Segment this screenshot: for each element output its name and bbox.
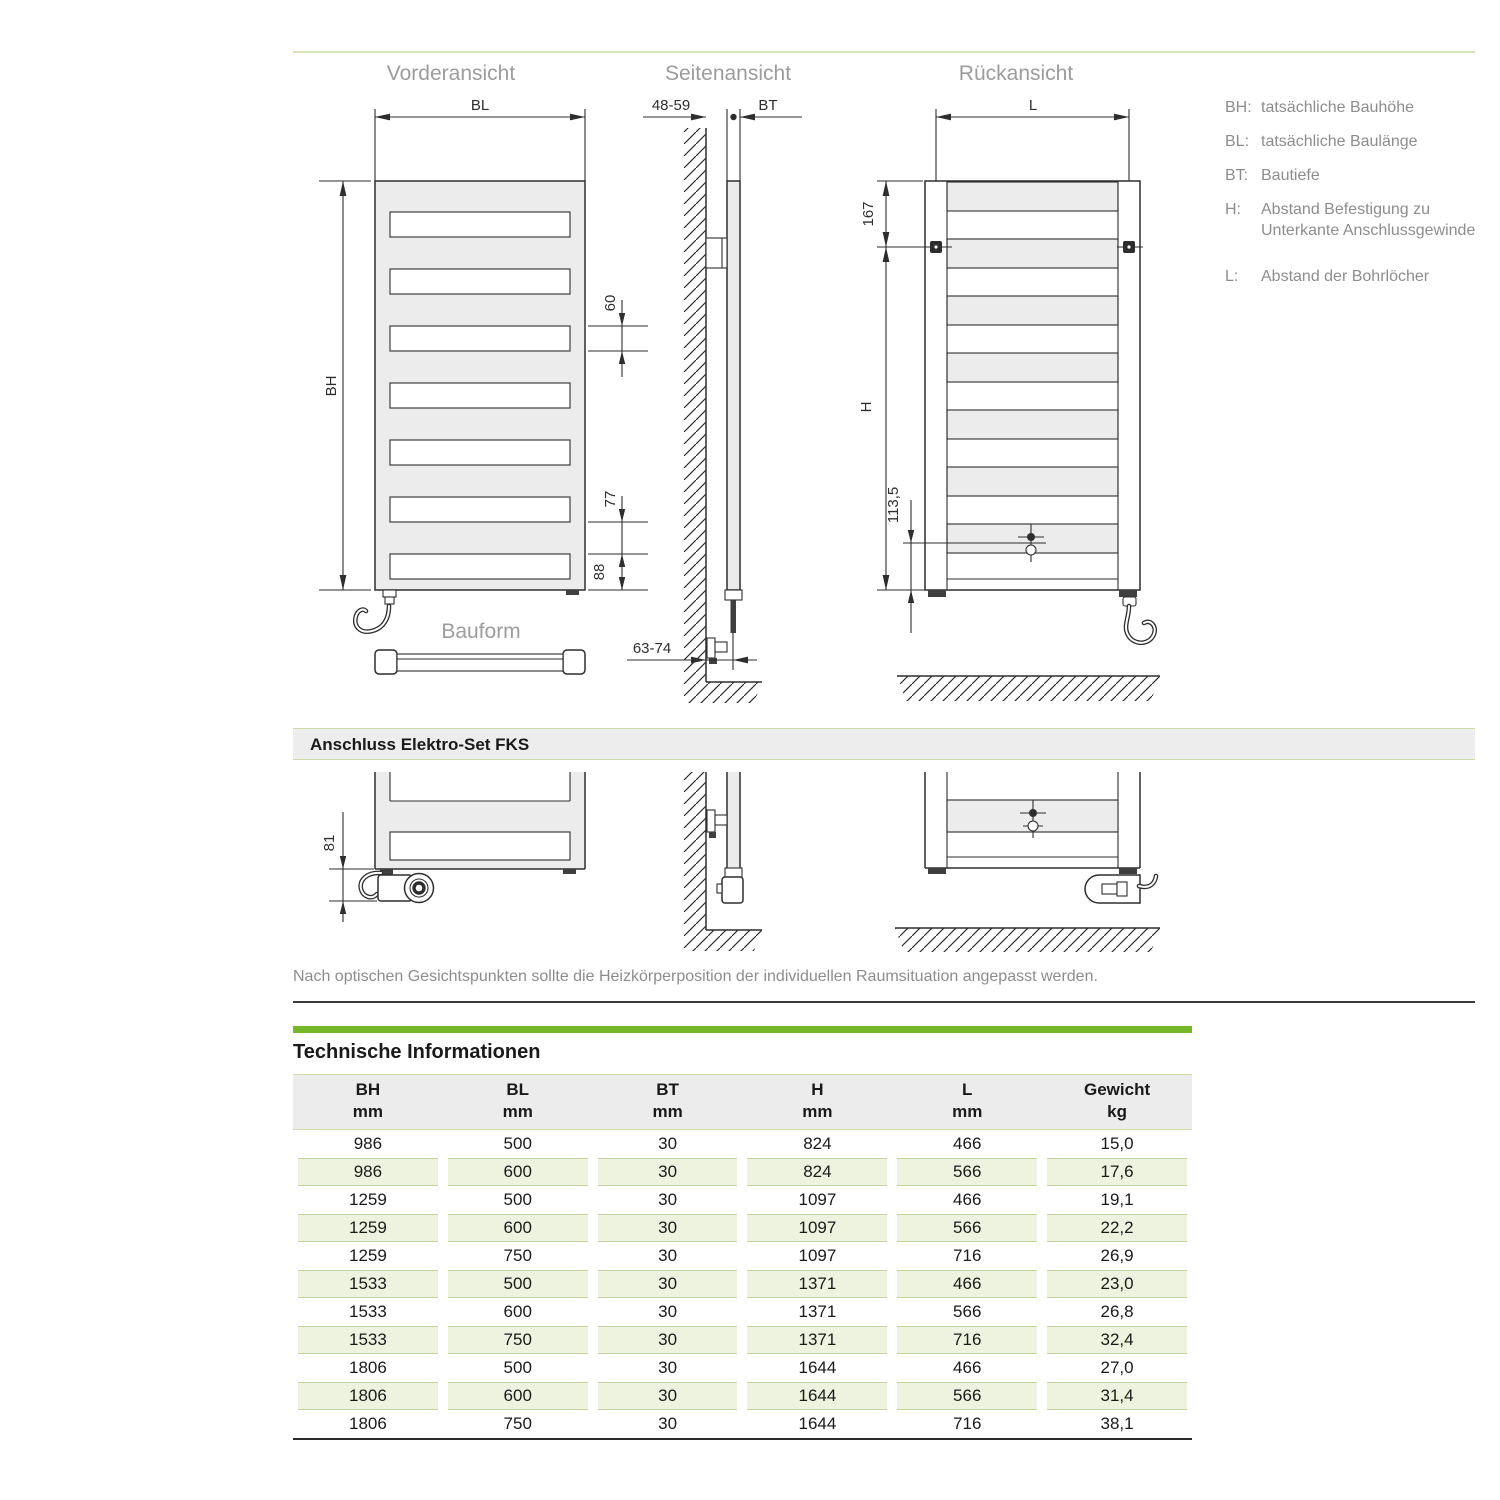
col-label: BL xyxy=(506,1080,530,1099)
table-cell: 1097 xyxy=(742,1214,892,1242)
table-cell: 466 xyxy=(953,1358,982,1377)
table-cell: 1259 xyxy=(349,1190,387,1209)
table-cell: 22,2 xyxy=(1042,1214,1192,1242)
table-cell: 1259 xyxy=(293,1214,443,1242)
col-label: L xyxy=(962,1080,973,1099)
legend-text: Abstand der Bohrlöcher xyxy=(1261,268,1430,285)
col-unit: mm xyxy=(652,1102,683,1121)
cable-connector xyxy=(383,590,396,597)
table-row xyxy=(293,1382,1192,1410)
table-cell: 17,6 xyxy=(1042,1158,1192,1186)
fks-rear-heater-box xyxy=(1085,875,1140,903)
table-cell: 26,9 xyxy=(1100,1246,1134,1265)
table-cell: 716 xyxy=(953,1414,982,1433)
col-bh xyxy=(293,1075,443,1130)
note-text: Nach optischen Gesichtspunkten sollte die Heizkörperposition der individuellen Raumsituation angepasst werden. xyxy=(293,968,1098,985)
table-cell: 716 xyxy=(953,1246,982,1265)
table-cell: 1259 xyxy=(349,1246,387,1265)
legend-text: tatsächliche Baulänge xyxy=(1261,133,1418,150)
fks-side-heater-box xyxy=(722,877,743,903)
fks-section-title: Anschluss Elektro-Set FKS xyxy=(310,735,530,754)
table-cell: 1644 xyxy=(798,1358,837,1377)
rod-adapter xyxy=(725,590,742,600)
fks-side-view xyxy=(684,772,762,951)
table-cell: 30 xyxy=(658,1190,678,1209)
table-cell: 32,4 xyxy=(1042,1326,1192,1354)
col-bt xyxy=(593,1075,743,1130)
table-cell: 716 xyxy=(892,1326,1042,1354)
table-cell: 500 xyxy=(503,1190,532,1209)
legend-key: L: xyxy=(1225,268,1239,285)
dim-77: 77 xyxy=(602,490,619,508)
legend-key: BL: xyxy=(1225,133,1250,150)
dim-167: 167 xyxy=(860,201,877,227)
dim-88: 88 xyxy=(591,563,608,581)
fks-side-adapter xyxy=(725,868,742,877)
dim-bl: BL xyxy=(470,97,490,114)
table-cell: 30 xyxy=(658,1414,678,1433)
table-cell: 1806 xyxy=(349,1358,387,1377)
table-cell: 986 xyxy=(353,1134,383,1153)
dim-l: L xyxy=(1028,97,1038,114)
dim-63-74: 63-74 xyxy=(632,640,672,657)
fks-side-valve xyxy=(707,810,727,838)
table-cell: 30 xyxy=(593,1382,743,1410)
table-cell: 30 xyxy=(593,1270,743,1298)
table-cell: 824 xyxy=(803,1134,832,1153)
dim-bt: BT xyxy=(758,97,778,114)
floor-hatch xyxy=(706,682,762,703)
table-cell: 986 xyxy=(293,1158,443,1186)
legend-text: Abstand Befestigung zu Unterkante Anschlussgewinde xyxy=(1261,201,1476,239)
dim-48-59: 48-59 xyxy=(651,97,691,114)
table-cell: 466 xyxy=(892,1270,1042,1298)
table-cell: 824 xyxy=(742,1158,892,1186)
table-cell: 1371 xyxy=(742,1326,892,1354)
rear-floor-hatch xyxy=(897,676,1160,701)
table-row xyxy=(293,1354,1192,1382)
legend-key: BH: xyxy=(1225,99,1252,116)
table-cell: 500 xyxy=(503,1134,532,1153)
table-cell: 600 xyxy=(443,1382,593,1410)
legend xyxy=(1225,97,1495,287)
table-row xyxy=(293,1270,1192,1298)
accent-bar xyxy=(293,1026,1192,1033)
table-row xyxy=(293,1298,1192,1326)
table-cell: 23,0 xyxy=(1042,1270,1192,1298)
legend-text: Bautiefe xyxy=(1261,167,1320,184)
table-cell: 30 xyxy=(658,1134,678,1153)
technical-table-wrap xyxy=(293,1074,1192,1440)
legend-key: BT: xyxy=(1225,167,1249,184)
wall-hatch xyxy=(684,128,706,703)
legend-text: tatsächliche Bauhöhe xyxy=(1261,99,1414,116)
col-bl xyxy=(443,1075,593,1130)
dim-113-5: 113,5 xyxy=(885,486,902,524)
table-title: Technische Informationen xyxy=(293,1041,541,1063)
table-cell: 15,0 xyxy=(1100,1134,1134,1153)
table-cell: 600 xyxy=(503,1302,532,1321)
table-cell: 1097 xyxy=(798,1246,837,1265)
bauform-view xyxy=(375,620,585,674)
table-cell: 31,4 xyxy=(1042,1382,1192,1410)
table-cell: 1533 xyxy=(293,1326,443,1354)
legend-item-l xyxy=(1225,266,1495,287)
front-view-title: Vorderansicht xyxy=(386,62,516,85)
col-unit: mm xyxy=(802,1102,833,1121)
dim-81: 81 xyxy=(321,834,338,852)
table-cell: 1806 xyxy=(293,1382,443,1410)
table-cell: 26,8 xyxy=(1100,1302,1134,1321)
dim-h: H xyxy=(858,401,875,413)
table-cell: 27,0 xyxy=(1100,1358,1134,1377)
col-unit: mm xyxy=(352,1102,384,1121)
table-cell: 38,1 xyxy=(1100,1414,1134,1433)
legend-item-bt xyxy=(1225,165,1495,186)
legend-item-h xyxy=(1225,199,1495,241)
section-divider xyxy=(293,1001,1475,1003)
col-label: BH xyxy=(355,1080,381,1099)
table-cell: 1644 xyxy=(742,1382,892,1410)
table-cell: 600 xyxy=(443,1214,593,1242)
table-cell: 1097 xyxy=(798,1190,837,1209)
table-cell: 566 xyxy=(892,1158,1042,1186)
table-cell: 30 xyxy=(658,1358,678,1377)
col-gewicht xyxy=(1042,1075,1192,1130)
table-cell: 566 xyxy=(953,1302,982,1321)
col-h xyxy=(742,1075,892,1130)
rear-view xyxy=(858,97,1160,701)
legend-key: H: xyxy=(1225,201,1241,218)
table-cell: 750 xyxy=(503,1246,532,1265)
side-view-title: Seitenansicht xyxy=(664,62,792,85)
side-view xyxy=(627,97,802,703)
heating-rod xyxy=(731,600,737,633)
legend-item-bh xyxy=(1225,97,1495,118)
table-cell: 30 xyxy=(658,1246,678,1265)
table-row xyxy=(293,1158,1192,1186)
dim-60: 60 xyxy=(602,294,619,312)
rear-view-title: Rückansicht xyxy=(958,62,1074,85)
table-cell: 30 xyxy=(658,1302,678,1321)
fks-rear-view xyxy=(895,772,1160,952)
mounting-bracket-left xyxy=(877,241,952,253)
table-cell: 500 xyxy=(443,1270,593,1298)
fks-section-header xyxy=(293,728,1475,760)
technical-table xyxy=(293,1074,1192,1440)
col-label: BT xyxy=(656,1080,679,1099)
table-row xyxy=(293,1410,1192,1439)
fks-heater-box xyxy=(378,874,434,903)
table-cell: 566 xyxy=(892,1382,1042,1410)
table-row xyxy=(293,1242,1192,1270)
table-cell: 750 xyxy=(503,1414,532,1433)
table-body xyxy=(293,1130,1192,1440)
table-cell: 19,1 xyxy=(1100,1190,1134,1209)
table-cell: 1806 xyxy=(349,1414,387,1433)
col-unit: mm xyxy=(502,1102,533,1121)
table-row xyxy=(293,1130,1192,1159)
table-cell: 30 xyxy=(593,1158,743,1186)
table-cell: 30 xyxy=(593,1326,743,1354)
front-view xyxy=(319,97,648,632)
table-cell: 466 xyxy=(953,1134,982,1153)
col-label: H xyxy=(811,1080,824,1099)
table-row xyxy=(293,1214,1192,1242)
table-cell: 1371 xyxy=(742,1270,892,1298)
table-cell: 466 xyxy=(953,1190,982,1209)
radiator-foot xyxy=(566,590,579,595)
table-cell: 750 xyxy=(443,1326,593,1354)
table-row xyxy=(293,1186,1192,1214)
legend-item-bl xyxy=(1225,131,1495,152)
table-cell: 1644 xyxy=(798,1414,837,1433)
table-cell: 30 xyxy=(593,1214,743,1242)
wall-bracket xyxy=(706,238,727,268)
col-label: Gewicht xyxy=(1084,1080,1151,1099)
fks-front-view xyxy=(321,772,585,922)
col-l xyxy=(892,1075,1042,1130)
table-row xyxy=(293,1326,1192,1354)
table-cell: 1533 xyxy=(349,1302,387,1321)
table-cell: 500 xyxy=(503,1358,532,1377)
dim-bh: BH xyxy=(323,375,340,397)
bauform-title: Bauform xyxy=(441,620,521,643)
col-unit: mm xyxy=(952,1102,983,1121)
col-unit: kg xyxy=(1107,1102,1127,1121)
table-cell: 1371 xyxy=(798,1302,837,1321)
table-cell: 566 xyxy=(892,1214,1042,1242)
table-cell: 1533 xyxy=(293,1270,443,1298)
table-cell: 600 xyxy=(443,1158,593,1186)
table-header xyxy=(293,1075,1192,1130)
